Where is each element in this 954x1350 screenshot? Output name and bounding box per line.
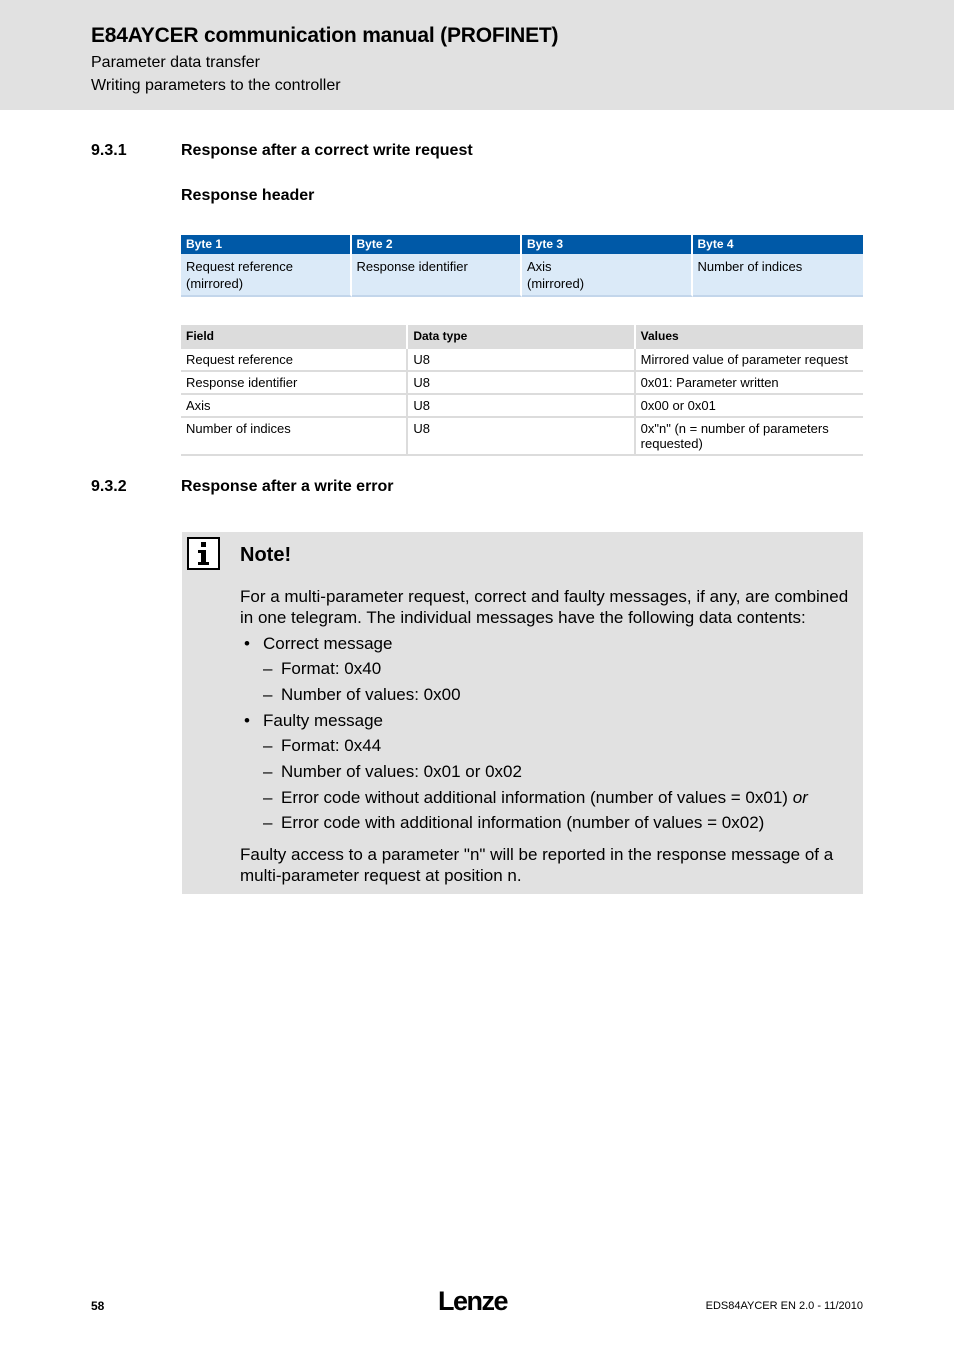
subheading: Response header — [181, 187, 315, 204]
table-row — [181, 254, 863, 297]
table-cell: 0x01: Parameter written — [636, 372, 863, 395]
column-header: Field — [181, 325, 408, 349]
table-header-row — [181, 235, 863, 254]
table-cell: 0x00 or 0x01 — [636, 395, 863, 418]
column-header: Byte 4 — [693, 235, 864, 254]
section-title: Response after a write error — [181, 478, 394, 495]
section-title: Response after a correct write request — [181, 142, 473, 159]
table-cell: U8 — [408, 418, 635, 456]
cell-line: Request reference — [186, 259, 293, 274]
table-row — [181, 395, 863, 418]
cell-line: (mirrored) — [186, 276, 244, 291]
list-item-text: Error code with additional information (number of values = 0x02) — [281, 813, 765, 832]
table-cell — [693, 254, 864, 297]
column-header: Values — [636, 325, 863, 349]
list-item-text — [281, 788, 808, 808]
table-cell: Axis — [181, 395, 408, 418]
column-header: Byte 3 — [522, 235, 693, 254]
table-cell: U8 — [408, 349, 635, 372]
table-cell: 0x"n" (n = number of parameters requested) — [636, 418, 863, 456]
table-row — [181, 372, 863, 395]
list-item-text: Faulty message — [263, 711, 383, 730]
table-cell: U8 — [408, 395, 635, 418]
note-title: Note! — [240, 544, 292, 566]
page-number: 58 — [91, 1299, 105, 1313]
chapter-title: Parameter data transfer — [91, 54, 260, 71]
table-cell: Mirrored value of parameter request — [636, 349, 863, 372]
table-cell: Request reference — [181, 349, 408, 372]
document-reference: EDS84AYCER EN 2.0 - 11/2010 — [705, 1300, 863, 1312]
note-text-line: Faulty access to a parameter "n" will be reported in the response message of a — [240, 845, 834, 864]
list-item-text: Number of values: 0x00 — [281, 685, 461, 704]
table-cell — [181, 254, 352, 297]
field-description-table — [181, 325, 863, 456]
note-intro — [240, 586, 850, 628]
cell-line: Number of indices — [697, 259, 803, 274]
column-header: Byte 2 — [352, 235, 523, 254]
list-item-text: Format: 0x44 — [281, 736, 382, 755]
column-header: Data type — [408, 325, 635, 349]
table-cell — [522, 254, 693, 297]
table-cell: U8 — [408, 372, 635, 395]
list-item-text: Format: 0x40 — [281, 659, 382, 678]
or-word: or — [792, 788, 808, 807]
section-number: 9.3.1 — [91, 142, 127, 159]
table-header-row — [181, 325, 863, 349]
cell-line: (mirrored) — [527, 276, 585, 291]
table-row — [181, 349, 863, 372]
table-row — [181, 418, 863, 456]
note-text-line: multi-parameter request at position n. — [240, 866, 522, 885]
cell-line: Axis — [527, 259, 552, 274]
table-cell — [352, 254, 523, 297]
lenze-logo: Lenze — [438, 1286, 508, 1316]
response-header-table — [181, 235, 863, 297]
column-header: Byte 1 — [181, 235, 352, 254]
table-cell: Response identifier — [181, 372, 408, 395]
list-item-text: Correct message — [263, 634, 393, 653]
section-group-title: Writing parameters to the controller — [91, 77, 341, 94]
info-icon — [187, 537, 220, 570]
note-text-line: For a multi-parameter request, correct and faulty messages, if any, are combined — [240, 587, 849, 606]
list-item-text-main: Error code without additional information (number of values = 0x01) — [281, 788, 788, 807]
document-title: E84AYCER communication manual (PROFINET) — [91, 24, 559, 47]
list-item-text: Number of values: 0x01 or 0x02 — [281, 762, 522, 781]
table-cell: Number of indices — [181, 418, 408, 456]
section-number: 9.3.2 — [91, 478, 127, 495]
cell-line: Response identifier — [356, 259, 468, 274]
note-outro — [240, 844, 850, 886]
note-box: Note! For a multi-parameter request, correct and faulty messages, if any, are combined in one telegram. The individual messages have the following data contents: • Correct message – Format: 0x40 – Number of values: 0x00 • Faulty message – Format: 0x44 – Number of values: 0x01 or 0x02 – Error code without additional information (number of values = 0x01) or – Error code with additional information (number of values = 0x02) Faulty access to a parameter "n" will be reported in the response message of a multi-parameter request at position n. — [182, 532, 863, 894]
note-text-line: in one telegram. The individual messages have the following data contents: — [240, 608, 806, 627]
